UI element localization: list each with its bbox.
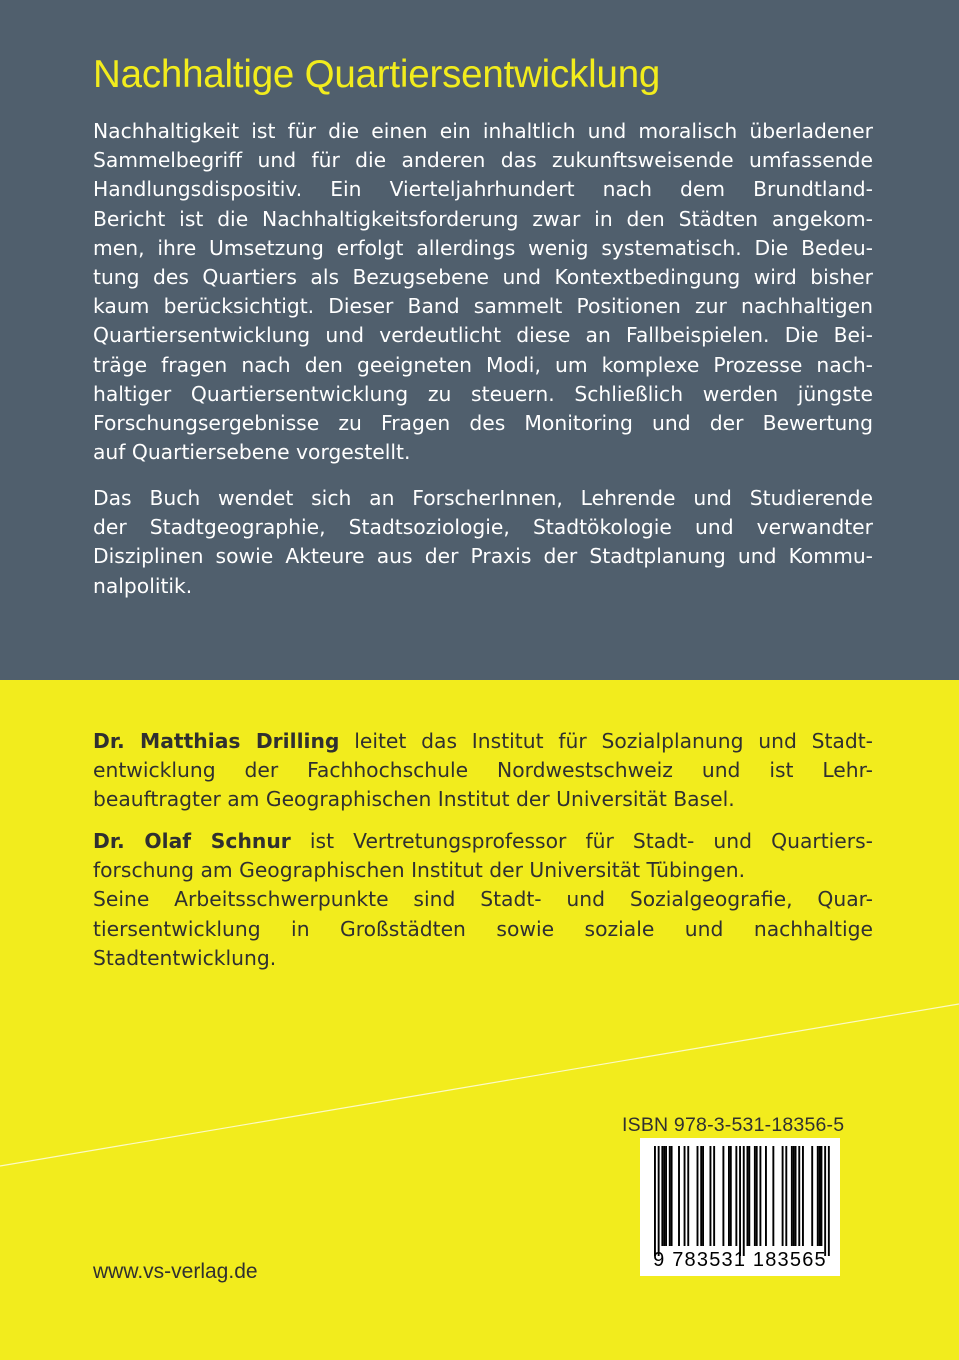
barcode-bar [811, 1146, 813, 1246]
barcode-bar [759, 1146, 761, 1246]
barcode-bar [747, 1146, 749, 1246]
barcode-bar [735, 1146, 737, 1246]
barcode-digits: 9 783531 183565 [653, 1249, 827, 1271]
text-line [93, 727, 873, 756]
text-line [93, 827, 873, 856]
text-line: tiersentwicklung in Großstädten sowie soziale und nachhaltige [93, 916, 873, 941]
barcode-bar [795, 1146, 797, 1246]
barcode-bar [730, 1146, 732, 1246]
barcode-bar [819, 1146, 821, 1246]
text-line: Forschungsergebnisse zu Fragen des Monitoring und der Bewertung [93, 411, 873, 436]
barcode-bar [756, 1146, 758, 1246]
barcode-bar [793, 1146, 795, 1246]
barcode-bar [722, 1146, 724, 1246]
text-line: kaum berücksichtigt. Dieser Band sammelt Positionen zur nachhaltigen [93, 294, 873, 319]
barcode-bar [669, 1146, 671, 1246]
barcode-bar [765, 1146, 767, 1246]
barcode-bar [658, 1146, 660, 1256]
text-line: forschung am Geographischen Institut der Universität Tübingen. [93, 858, 746, 883]
text-line: Quartiersentwicklung und verdeutlicht diese an Fallbeispielen. Die Bei- [93, 323, 873, 348]
author-name: Dr. Olaf Schnur [93, 829, 291, 853]
barcode-bar [782, 1146, 784, 1246]
barcode-bar [728, 1146, 730, 1246]
text-line: Bericht ist die Nachhaltigkeitsforderung zwar in den Städten angekom- [93, 206, 873, 231]
barcode-bar [802, 1146, 804, 1246]
barcode-bar [710, 1146, 712, 1246]
text-line: haltiger Quartiersentwicklung zu steuern. Schließlich werden jüngste [93, 381, 873, 406]
author-bio-drilling [93, 727, 873, 815]
barcode-bar [785, 1146, 787, 1246]
barcode-bar [665, 1146, 667, 1246]
text-line: beauftragter am Geographischen Institut der Universität Basel. [93, 787, 735, 812]
text-line: auf Quartiersebene vorgestellt. [93, 440, 411, 465]
author-name: Dr. Matthias Drilling [93, 729, 340, 753]
barcode-bar [678, 1146, 680, 1246]
barcode-bar [663, 1146, 665, 1246]
description-paragraph-2 [93, 484, 873, 601]
barcode-bar [713, 1146, 715, 1246]
barcode-bar [661, 1146, 663, 1246]
text-line: Das Buch wendet sich an ForscherInnen, Lehrende und Studierende [93, 486, 873, 510]
barcode-bar [754, 1146, 756, 1246]
barcode-bar [700, 1146, 702, 1246]
author-panel [0, 680, 959, 1360]
author-bio-schnur [93, 827, 873, 973]
text-line: Stadtentwicklung. [93, 945, 277, 970]
text-line: Disziplinen sowie Akteure aus der Praxis der Stadtplanung und Kommu- [93, 544, 873, 569]
barcode-bar [697, 1146, 699, 1246]
isbn-label: ISBN 978-3-531-18356-5 [622, 1114, 845, 1136]
text-line: der Stadtgeographie, Stadtsoziologie, Stadtökologie und verwandter [93, 515, 873, 540]
barcode-bar [654, 1146, 656, 1256]
author-bio-text: leitet das Institut für Sozialplanung und Stadt- [339, 729, 873, 753]
text-line: Sammelbegriff und für die anderen das zukunftsweisende umfassende [93, 148, 873, 173]
publisher-url: www.vs-verlag.de [93, 1260, 258, 1283]
barcode-bar [739, 1146, 741, 1256]
text-line: Handlungsdispositiv. Ein Vierteljahrhundert nach dem Brundtland- [93, 177, 873, 202]
barcode-bar [748, 1146, 750, 1246]
text-line: Nachhaltigkeit ist für die einen ein inhaltlich und moralisch überladener [93, 119, 873, 143]
barcode-bar [702, 1146, 704, 1246]
barcode-bar [684, 1146, 686, 1246]
text-line: men, ihre Umsetzung erfolgt allerdings wenig systematisch. Die Bedeu- [93, 235, 873, 260]
author-bio-text: ist Vertretungsprofessor für Stadt- und Quartiers- [290, 829, 874, 853]
barcode-bar [791, 1146, 793, 1246]
book-title: Nachhaltige Quartiersentwicklung [93, 53, 661, 96]
text-line: entwicklung der Fachhochschule Nordwestschweiz und ist Lehr- [93, 758, 873, 783]
barcode [640, 1138, 840, 1276]
text-line: tung des Quartiers als Bezugsebene und Kontextbedingung wird bisher [93, 265, 873, 290]
barcode-bar [817, 1146, 819, 1246]
barcode-bar [687, 1146, 689, 1246]
barcode-bar [798, 1146, 800, 1246]
barcode-bar [824, 1146, 826, 1256]
barcode-bar [828, 1146, 830, 1256]
text-line: träge fragen nach den geeigneten Modi, um komplexe Prozesse nach- [93, 352, 873, 377]
barcode-bar [743, 1146, 745, 1256]
barcode-bar [821, 1146, 823, 1246]
barcode-bar [772, 1146, 774, 1246]
text-line: nalpolitik. [93, 573, 193, 598]
barcode-bar [671, 1146, 673, 1246]
description-paragraph-1 [93, 117, 873, 467]
text-line: Seine Arbeitsschwerpunkte sind Stadt- und Sozialgeografie, Quar- [93, 887, 873, 912]
